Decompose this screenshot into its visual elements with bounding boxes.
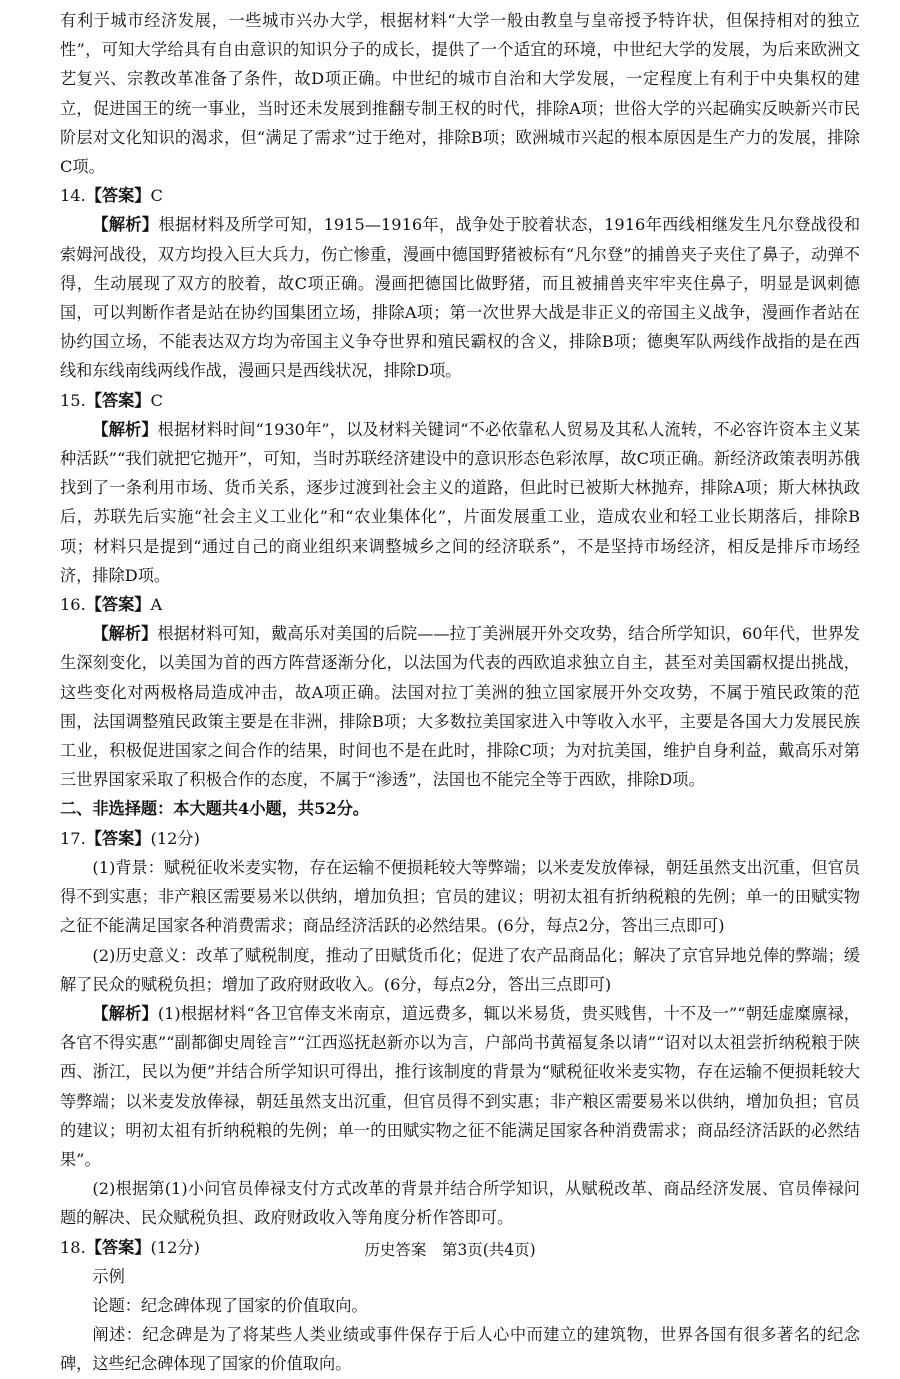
- q15-number: 15.: [60, 390, 86, 410]
- q18-example-label: 示例: [92, 1266, 125, 1286]
- q18-points: (12分): [150, 1237, 200, 1257]
- q18-number: 18.: [60, 1237, 86, 1257]
- q15-answer-line: [60, 386, 860, 415]
- q16-analysis-text: 根据材料可知，戴高乐对美国的后院——拉丁美洲展开外交攻势，结合所学知识，60年代，世界发生深刻变化，以美国为首的西方阵营逐渐分化，以法国为代表的西欧追求独立自主，甚至对美国霸权提出挑战，这些变化对两极格局造成冲击，故A项正确。法国对拉丁美洲的独立国家展开外交攻势，不属于殖民政策的范围，法国调整殖民政策主要是在非洲，排除B项；大多数拉美国家进入中等收入水平，主要是各国大力发展民族工业，积极促进国家之间合作的结果，时间也不是在此时，排除C项；为对抗美国，维护自身利益，戴高乐对第三世界国家采取了积极合作的态度，不属于“渗透”，法国也不能完全等于西欧，排除D项。: [60, 624, 860, 790]
- q17-part1: (1)背景：赋税征收米麦实物，存在运输不便损耗较大等弊端；以米麦发放俸禄，朝廷虽然支出沉重，但官员得不到实惠；非产粮区需要易米以供纳，增加负担；官员的建议；明初太祖有折纳税粮的先例；单一的田赋实物之征不能满足国家各种消费需求；商品经济活跃的必然结果。(6分，每点2分，答出三点即可): [60, 857, 860, 936]
- q15-answer: C: [150, 390, 163, 410]
- q14-answer: C: [150, 186, 163, 206]
- q17-analysis-1: [60, 999, 860, 1174]
- q14-answer-line: [60, 181, 860, 210]
- q14-analysis: [60, 210, 860, 385]
- q14-analysis-text: 根据材料及所学可知，1915—1916年，战争处于胶着状态，1916年西线相继发生凡尔登战役和索姆河战役，双方均投入巨大兵力，伤亡惨重，漫画中德国野猪被标有“凡尔登”的捕兽夹子夹住了鼻子，动弹不得，生动展现了双方的胶着，故C项正确。漫画把德国比做野猪，而且被捕兽夹牢牢夹住鼻子，明显是讽刺德国，可以判断作者是站在协约国集团立场，排除A项；第一次世界大战是非正义的帝国主义战争，漫画作者站在协约国立场，不能表达双方均为帝国主义争夺世界和殖民霸权的含义，排除B项；德奥军队两线作战指的是在西线和东线南线两线作战，漫画只是西线状况，排除D项。: [60, 215, 861, 381]
- q15-analysis-text: 根据材料时间“1930年”，以及材料关键词“不必依靠私人贸易及其私人流转，不必容许资本主义某种活跃”“我们就把它抛开”，可知，当时苏联经济建设中的意识形态色彩浓厚，故C项正确。新经济政策表明苏俄找到了一条利用市场、货币关系，逐步过渡到社会主义的道路，但此时已被斯大林抛弃，排除A项；斯大林执政后，苏联先后实施“社会主义工业化”和“农业集体化”，片面发展重工业，造成农业和轻工业长期落后，排除B项；材料只是提到“通过自己的商业组织来调整城乡之间的经济联系”，不是坚持市场经济，相反是排斥市场经济，排除D项。: [60, 419, 860, 585]
- q17-analysis-1-text: (1)根据材料“各卫官俸支米南京，道远费多，辄以米易货，贵买贱售，十不及一”“朝廷虚糜廪禄，各官不得实惠”“副都御史周铨言”“江西巡抚赵新亦以为言，户部尚书黄福复条以请”“诏对以太祖尝折纳税粮于陕西、浙江，民以为便”并结合所学知识可得出，推行该制度的背景为“赋税征收米麦实物，存在运输不便损耗较大等弊端；以米麦发放俸禄，朝廷虽然支出沉重，但官员得不到实惠；非产粮区需要易米以供纳，增加负担；官员的建议；明初太祖有折纳税粮的先例；单一的田赋实物之征不能满足国家各种消费需求；商品经济活跃的必然结果”。: [60, 1003, 860, 1169]
- q16-answer-line: [60, 590, 860, 619]
- document-body: [60, 6, 860, 1379]
- q15-analysis: [60, 415, 860, 590]
- q14-analysis-label: 【解析】: [92, 215, 159, 235]
- q16-answer-label: 【答案】: [85, 595, 151, 615]
- q13-analysis-continuation: 有利于城市经济发展，一些城市兴办大学，根据材料“大学一般由教皇与皇帝授予特许状，但保持相对的独立性”，可知大学给具有自由意识的知识分子的成长，提供了一个适宜的环境，中世纪大学的发展，为后来欧洲文艺复兴、宗教改革准备了条件，故D项正确。中世纪的城市自治和大学发展，一定程度上有利于中央集权的建立，促进国王的统一事业，当时还未发展到推翻专制王权的时代，排除A项；世俗大学的兴起确实反映新兴市民阶层对文化知识的渴求，但“满足了需求”过于绝对，排除B项；欧洲城市兴起的根本原因是生产力的发展，排除C项。: [60, 11, 860, 177]
- page-footer: 历史答案 第3页(共4页): [364, 1241, 536, 1259]
- q17-answer-label: 【答案】: [85, 828, 151, 848]
- q14-answer-label: 【答案】: [85, 186, 151, 206]
- q15-analysis-label: 【解析】: [92, 419, 158, 439]
- q17-analysis-label: 【解析】: [92, 1003, 158, 1023]
- q18-thesis: 论题：纪念碑体现了国家的价值取向。: [92, 1295, 368, 1315]
- q16-answer: A: [150, 595, 163, 615]
- q17-part2: (2)历史意义：改革了赋税制度，推动了田赋货币化；促进了农产品商品化；解决了京官异地兑俸的弊端；缓解了民众的赋税负担；增加了政府财政收入。(6分，每点2分，答出三点即可): [60, 945, 860, 994]
- q15-answer-label: 【答案】: [85, 390, 151, 410]
- q16-analysis: [60, 619, 860, 794]
- q18-elaboration: 阐述：纪念碑是为了将某些人类业绩或事件保存于后人心中而建立的建筑物，世界各国有很多著名的纪念碑，这些纪念碑体现了国家的价值取向。: [60, 1325, 860, 1374]
- q17-number: 17.: [60, 828, 86, 848]
- q16-number: 16.: [60, 595, 86, 615]
- q17-answer-line: [60, 824, 860, 853]
- section-2-heading: 二、非选择题：本大题共4小题，共52分。: [60, 799, 369, 819]
- q17-analysis-2: (2)根据第(1)小问官员俸禄支付方式改革的背景并结合所学知识，从赋税改革、商品经济发展、官员俸禄问题的解决、民众赋税负担、政府财政收入等角度分析作答即可。: [60, 1179, 860, 1228]
- q18-answer-label: 【答案】: [85, 1237, 151, 1257]
- q17-points: (12分): [150, 828, 200, 848]
- q14-number: 14.: [60, 186, 86, 206]
- q16-analysis-label: 【解析】: [92, 624, 158, 644]
